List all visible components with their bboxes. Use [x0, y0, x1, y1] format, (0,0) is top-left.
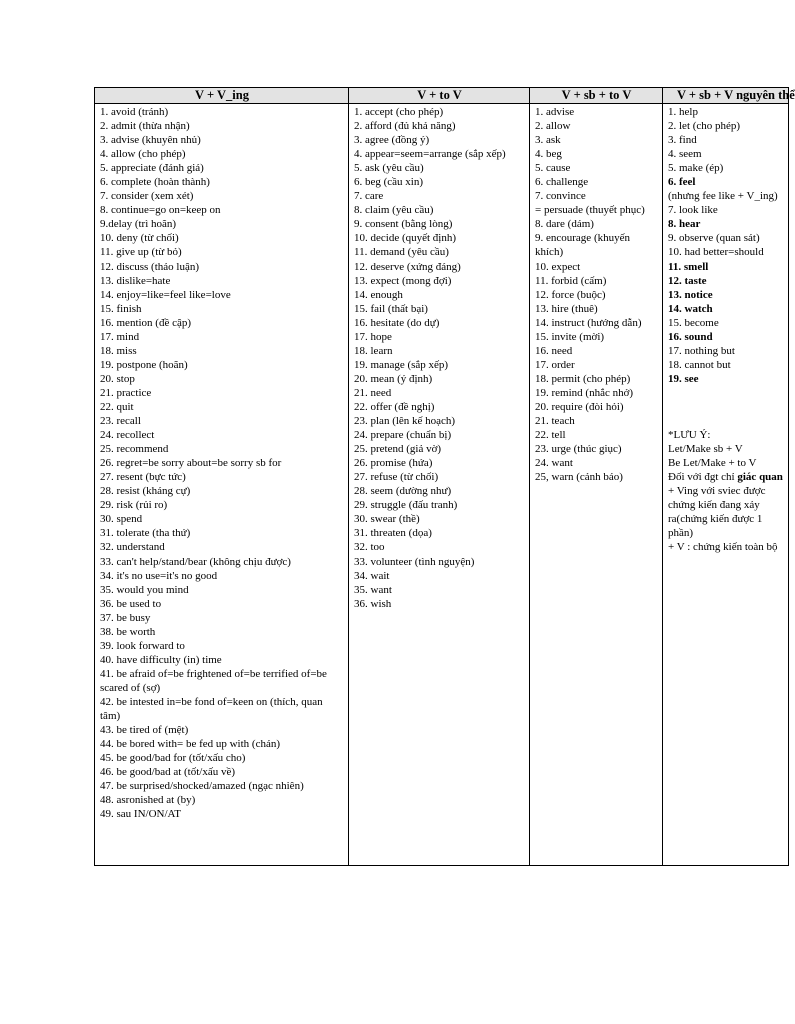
infinitive-verb-item: 33. volunteer (tình nguyện) — [354, 555, 475, 568]
spacer — [668, 386, 784, 428]
item-text: let (cho phép) — [679, 120, 741, 133]
header-v-to-v: V + to V — [349, 88, 530, 104]
column-v-to-v — [349, 104, 530, 866]
object-infinitive-verb-item: 20. require (đòi hỏi) — [535, 400, 624, 413]
gerund-verb-item: 21. practice — [100, 386, 152, 399]
gerund-verb-item: 36. be used to — [100, 597, 162, 610]
infinitive-verb-item: 16. hesitate (do dự) — [354, 316, 440, 329]
gerund-verb-item: 4. allow (cho phép) — [100, 148, 186, 161]
item-number: 14. — [668, 302, 682, 315]
object-infinitive-verb-item: 3. ask — [535, 134, 561, 147]
gerund-verb-item: 30. spend — [100, 513, 143, 526]
gerund-verb-item: 46. be good/bad at (tốt/xấu về) — [100, 766, 236, 779]
gerund-verb-item: 13. dislike=hate — [100, 274, 171, 287]
item-text: nothing but — [684, 344, 735, 357]
object-infinitive-verb-item: 4. beg — [535, 148, 562, 161]
item-text: sound — [684, 330, 713, 343]
object-infinitive-verb-item: 22. tell — [535, 429, 566, 442]
infinitive-verb-item: 20. mean (ý định) — [354, 372, 433, 385]
gerund-verb-item: 29. risk (rủi ro) — [100, 499, 168, 512]
object-infinitive-verb-item: 5. cause — [535, 162, 571, 175]
bare-infinitive-verb-item — [668, 147, 784, 161]
bare-infinitive-verb-item — [668, 260, 784, 274]
gerund-verb-item: 43. be tired of (mệt) — [100, 724, 189, 737]
gerund-verb-item: 27. resent (bực tức) — [100, 471, 186, 484]
item-text: help — [679, 106, 698, 118]
infinitive-verb-item: 32. too — [354, 541, 385, 554]
item-number: 4. — [668, 148, 677, 161]
infinitive-verb-item: 4. appear=seem=arrange (sắp xếp) — [354, 148, 506, 161]
gerund-verb-item: 17. mind — [100, 330, 140, 343]
note-line-3-bold: giác quan — [737, 471, 783, 484]
infinitive-verb-item: 19. manage (sắp xếp) — [354, 358, 449, 371]
bare-infinitive-verb-item — [668, 133, 784, 147]
infinitive-verb-item: 1. accept (cho phép) — [354, 106, 444, 118]
gerund-verb-item: 38. be worth — [100, 625, 156, 638]
gerund-verb-item: 15. finish — [100, 302, 142, 315]
item-number: 7. — [668, 204, 677, 217]
infinitive-verb-item: 29. struggle (đấu tranh) — [354, 499, 458, 512]
item-text: (nhưng fee like + V_ing) — [668, 190, 778, 203]
object-infinitive-verb-item: 6. challenge — [535, 176, 589, 189]
column-v-sb-v-bare — [663, 104, 789, 866]
item-number: 11. — [668, 260, 682, 273]
object-infinitive-verb-item: 1. advise — [535, 106, 575, 118]
infinitive-verb-item: 27. refuse (từ chối) — [354, 471, 439, 484]
infinitive-verb-item: 9. consent (bằng lòng) — [354, 218, 453, 231]
gerund-verb-item: 42. be intested in=be fond of=keen on (thích, quan tâm) — [100, 695, 323, 723]
item-number: 15. — [668, 316, 682, 329]
gerund-verb-item: 40. have difficulty (in) time — [100, 653, 222, 666]
infinitive-verb-item: 25. pretend (giả vờ) — [354, 443, 442, 456]
gerund-verb-item: 45. be good/bad for (tốt/xấu cho) — [100, 752, 246, 765]
gerund-verb-item: 2. admit (thừa nhận) — [100, 120, 190, 133]
note-line-3-text: Đối với đgt chỉ — [668, 471, 738, 484]
infinitive-verb-item: 8. claim (yêu cầu) — [354, 204, 434, 217]
content-row — [95, 104, 789, 866]
gerund-verb-item: 47. be surprised/shocked/amazed (ngạc nhiên) — [100, 780, 304, 793]
item-number: 12. — [668, 274, 682, 287]
object-infinitive-verb-item: 23. urge (thúc giục) — [535, 443, 622, 456]
column-v-sb-to-v — [530, 104, 663, 866]
item-text: smell — [683, 260, 709, 273]
infinitive-verb-item: 3. agree (đồng ý) — [354, 134, 430, 147]
gerund-verb-item: 35. would you mind — [100, 583, 189, 596]
gerund-verb-item: 25. recommend — [100, 443, 169, 456]
object-infinitive-verb-item: 18. permit (cho phép) — [535, 372, 631, 385]
bare-infinitive-verb-item — [668, 372, 784, 386]
note-line-5: + V : chứng kiến toàn bộ — [668, 541, 778, 554]
infinitive-verb-item: 36. wish — [354, 597, 392, 610]
item-text: make (ép) — [679, 162, 724, 175]
gerund-verb-item: 18. miss — [100, 344, 137, 357]
gerund-verb-item: 11. give up (từ bỏ) — [100, 246, 182, 259]
gerund-verb-item: 19. postpone (hoãn) — [100, 358, 188, 371]
gerund-verb-item: 28. resist (kháng cự) — [100, 485, 191, 498]
item-text: notice — [684, 288, 713, 301]
item-text: taste — [684, 274, 707, 287]
gerund-verb-item: 37. be busy — [100, 611, 151, 624]
infinitive-verb-item: 30. swear (thề) — [354, 513, 420, 526]
infinitive-verb-item: 23. plan (lên kế hoạch) — [354, 415, 456, 428]
object-infinitive-verb-item: 15. invite (mời) — [535, 330, 605, 343]
item-text: look like — [679, 204, 718, 217]
infinitive-verb-item: 6. beg (cầu xin) — [354, 176, 424, 189]
header-v-sb-to-v: V + sb + to V — [530, 88, 663, 104]
infinitive-verb-item: 17. hope — [354, 330, 392, 343]
gerund-verb-item: 7. consider (xem xét) — [100, 190, 194, 203]
gerund-verb-item: 31. tolerate (tha thứ) — [100, 527, 191, 540]
infinitive-verb-item: 13. expect (mong đợi) — [354, 274, 452, 287]
item-number: 8. — [668, 218, 677, 231]
bare-infinitive-verb-item — [668, 302, 784, 316]
infinitive-verb-item: 14. enough — [354, 288, 403, 301]
gerund-verb-item: 20. stop — [100, 372, 135, 385]
gerund-verb-item: 49. sau IN/ON/AT — [100, 808, 181, 821]
item-number: 13. — [668, 288, 682, 301]
infinitive-verb-item: 24. prepare (chuẩn bị) — [354, 429, 452, 442]
gerund-verb-item: 16. mention (đề cập) — [100, 316, 192, 329]
gerund-verb-item: 32. understand — [100, 541, 165, 554]
gerund-verb-item: 14. enjoy=like=feel like=love — [100, 288, 231, 301]
object-infinitive-verb-item: 17. order — [535, 358, 575, 371]
bare-infinitive-verb-item — [668, 175, 784, 189]
bare-infinitive-verb-item — [668, 203, 784, 217]
header-row — [95, 88, 789, 104]
item-text: seem — [679, 148, 702, 161]
bare-infinitive-verb-item — [668, 161, 784, 175]
item-number: 9. — [668, 232, 677, 245]
object-infinitive-verb-item: 7. convince — [535, 190, 586, 203]
bare-infinitive-verb-item — [668, 358, 784, 372]
item-number: 18. — [668, 358, 682, 371]
object-infinitive-verb-item: 12. force (buộc) — [535, 288, 606, 301]
infinitive-verb-item: 2. afford (đủ khả năng) — [354, 120, 456, 133]
note-title: *LƯU Ý: — [668, 428, 711, 441]
object-infinitive-verb-item: 25, warn (cảnh báo) — [535, 471, 623, 484]
bare-infinitive-verb-item — [668, 288, 784, 302]
item-text: had better=should — [684, 246, 764, 259]
header-v-ving: V + V_ing — [95, 88, 349, 104]
bare-infinitive-verb-item — [668, 245, 784, 259]
note-line-3 — [668, 470, 784, 484]
bare-infinitive-verb-item — [668, 274, 784, 288]
item-text: see — [684, 372, 699, 385]
item-number: 1. — [668, 106, 677, 118]
gerund-verb-item: 8. continue=go on=keep on — [100, 204, 221, 217]
infinitive-verb-item: 28. seem (dường như) — [354, 485, 452, 498]
gerund-verb-item: 44. be bored with= be fed up with (chán) — [100, 738, 281, 751]
gerund-verb-item: 5. appreciate (đánh giá) — [100, 162, 204, 175]
item-text: find — [679, 134, 697, 147]
object-infinitive-verb-item: 16. need — [535, 344, 573, 357]
bare-infinitive-verb-item — [668, 217, 784, 231]
notes-block — [668, 428, 784, 554]
bare-infinitive-list — [668, 105, 784, 386]
object-infinitive-verb-item: 21. teach — [535, 415, 575, 428]
infinitive-verb-item: 11. demand (yêu cầu) — [354, 246, 449, 259]
bare-infinitive-verb-item — [668, 231, 784, 245]
gerund-verb-item: 1. avoid (tránh) — [100, 106, 169, 118]
infinitive-verb-item: 35. want — [354, 583, 392, 596]
gerund-verb-item: 34. it's no use=it's no good — [100, 569, 218, 582]
bare-infinitive-verb-item — [668, 119, 784, 133]
infinitive-verb-item: 10. decide (quyết định) — [354, 232, 457, 245]
item-text: observe (quan sát) — [679, 232, 760, 245]
object-infinitive-verb-item: 8. dare (dám) — [535, 218, 594, 231]
object-infinitive-verb-item: 10. expect — [535, 260, 581, 273]
item-text: hear — [679, 218, 701, 231]
note-line-4: + Ving với sviec được chứng kiến đang xảy ra(chứng kiến được 1 phần) — [668, 485, 766, 540]
item-number: 10. — [668, 246, 682, 259]
object-infinitive-verb-item: 2. allow — [535, 120, 571, 133]
bare-infinitive-verb-item — [668, 330, 784, 344]
infinitive-verb-item: 31. threaten (dọa) — [354, 527, 432, 540]
bare-infinitive-verb-item — [668, 316, 784, 330]
object-infinitive-verb-item: 11. forbid (cấm) — [535, 274, 607, 287]
header-v-sb-v-bare: V + sb + V nguyên thể — [663, 88, 789, 104]
object-infinitive-verb-item: 14. instruct (hướng dẫn) — [535, 316, 642, 329]
gerund-verb-item: 10. deny (từ chối) — [100, 232, 179, 245]
item-number: 3. — [668, 134, 677, 147]
item-number: 19. — [668, 372, 682, 385]
gerund-verb-item: 9.delay (trì hoãn) — [100, 218, 177, 231]
infinitive-verb-item: 34. wait — [354, 569, 390, 582]
object-infinitive-verb-item: 9. encourage (khuyến khích) — [535, 232, 630, 259]
verb-pattern-table — [94, 87, 795, 866]
bare-infinitive-verb-item — [668, 344, 784, 358]
gerund-verb-item: 41. be afraid of=be frightened of=be terrified of=be scared of (sợ) — [100, 667, 327, 694]
object-infinitive-verb-item: 13. hire (thuê) — [535, 302, 598, 315]
gerund-verb-item: 22. quit — [100, 400, 134, 413]
infinitive-verb-item: 26. promise (hứa) — [354, 457, 433, 470]
gerund-verb-item: 26. regret=be sorry about=be sorry sb for — [100, 457, 282, 470]
item-text: become — [684, 316, 719, 329]
object-infinitive-verb-item: 19. remind (nhắc nhở) — [535, 386, 634, 399]
infinitive-verb-item: 18. learn — [354, 344, 393, 357]
gerund-verb-item: 39. look forward to — [100, 639, 185, 652]
item-number: 17. — [668, 344, 682, 357]
infinitive-verb-item: 21. need — [354, 386, 392, 399]
gerund-verb-item: 33. can't help/stand/bear (không chịu được) — [100, 555, 291, 568]
infinitive-verb-item: 22. offer (đề nghị) — [354, 400, 435, 413]
note-line-2: Be Let/Make + to V — [668, 457, 757, 470]
item-number: 16. — [668, 330, 682, 343]
gerund-verb-item: 6. complete (hoàn thành) — [100, 176, 210, 189]
item-number: 5. — [668, 162, 677, 175]
item-number: 2. — [668, 120, 677, 133]
object-infinitive-verb-item: = persuade (thuyết phục) — [535, 204, 645, 217]
gerund-verb-item: 48. asronished at (by) — [100, 794, 196, 807]
item-text: watch — [684, 302, 713, 315]
infinitive-verb-item: 15. fail (thất bại) — [354, 302, 428, 315]
gerund-verb-item: 23. recall — [100, 415, 141, 428]
infinitive-verb-item: 7. care — [354, 190, 384, 203]
gerund-verb-item: 3. advise (khuyên nhủ) — [100, 134, 201, 147]
gerund-verb-item: 12. discuss (thảo luận) — [100, 260, 199, 273]
infinitive-verb-item: 5. ask (yêu cầu) — [354, 162, 424, 175]
note-line-1: Let/Make sb + V — [668, 442, 743, 455]
column-v-ving — [95, 104, 349, 866]
object-infinitive-verb-item: 24. want — [535, 457, 573, 470]
gerund-verb-item: 24. recollect — [100, 429, 155, 442]
bare-infinitive-verb-item — [668, 105, 784, 119]
item-text: cannot but — [684, 358, 731, 371]
item-text: feel — [679, 176, 696, 189]
bare-infinitive-verb-item — [668, 189, 784, 203]
infinitive-verb-item: 12. deserve (xứng đáng) — [354, 260, 461, 273]
item-number: 6. — [668, 176, 677, 189]
